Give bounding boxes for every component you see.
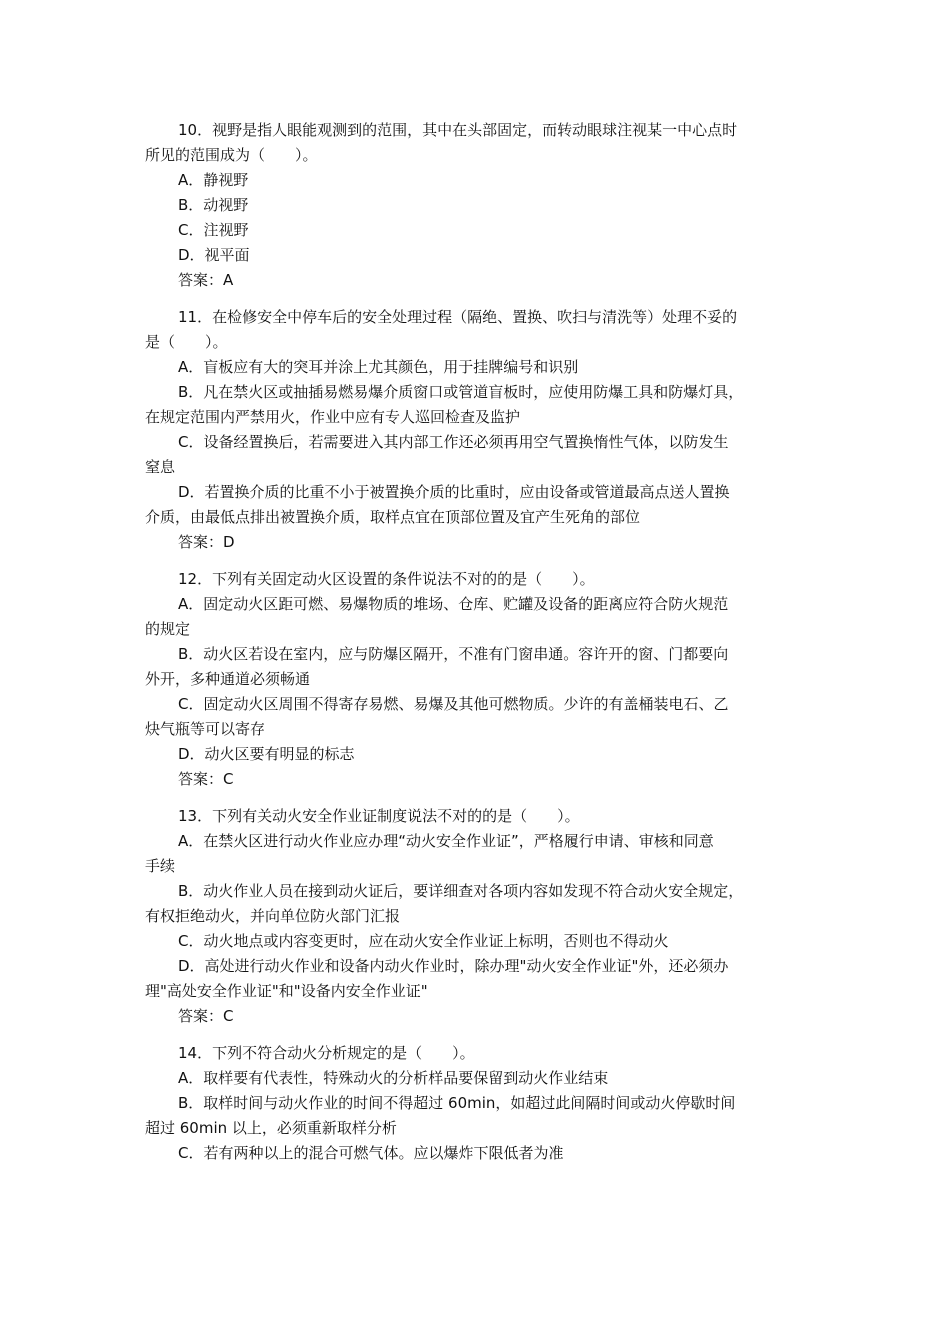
question-stem: 14．下列不符合动火分析规定的是（ ）。	[178, 1044, 475, 1062]
option-d: D．高处进行动火作业和设备内动火作业时，除办理"动火安全作业证"外，还必须办	[178, 957, 729, 975]
option-d: D．若置换介质的比重不小于被置换介质的比重时，应由设备或管道最高点送人置换	[178, 483, 730, 501]
option-c-cont: 炔气瓶等可以寄存	[145, 720, 266, 738]
option-c: C．固定动火区周围不得寄存易燃、易爆及其他可燃物质。少许的有盖桶装电石、乙	[178, 695, 729, 713]
option-b: B．动火区若设在室内，应与防爆区隔开，不准有门窗串通。容许开的窗、门都要向	[178, 645, 729, 663]
option-a: A．盲板应有大的突耳并涂上尤其颜色，用于挂牌编号和识别	[178, 358, 579, 376]
option-b: B．动视野	[178, 196, 249, 214]
option-b-cont: 外开，多种通道必须畅通	[145, 670, 311, 688]
question-stem: 11．在检修安全中停车后的安全处理过程（隔绝、置换、吹扫与清洗等）处理不妥的	[178, 308, 738, 326]
question-block	[145, 1041, 805, 1166]
question-stem: 12．下列有关固定动火区设置的条件说法不对的的是（ ）。	[178, 570, 595, 588]
option-a: A．固定动火区距可燃、易爆物质的堆场、仓库、贮罐及设备的距离应符合防火规范	[178, 595, 729, 613]
option-a-cont: 的规定	[145, 620, 191, 638]
option-b: B．取样时间与动火作业的时间不得超过 60min，如超过此间隔时间或动火停歇时间	[178, 1094, 736, 1112]
question-stem-cont: 所见的范围成为（ ）。	[145, 146, 318, 164]
option-a: A．在禁火区进行动火作业应办理“动火安全作业证”，严格履行申请、审核和同意	[178, 832, 714, 850]
option-c: C．动火地点或内容变更时，应在动火安全作业证上标明，否则也不得动火	[178, 932, 669, 950]
option-d: D．视平面	[178, 246, 250, 264]
option-c-cont: 窒息	[145, 458, 176, 476]
document-page	[145, 118, 805, 1166]
option-b-cont: 超过 60min 以上，必须重新取样分析	[145, 1119, 397, 1137]
question-stem: 10．视野是指人眼能观测到的范围，其中在头部固定，而转动眼球注视某一中心点时	[178, 121, 738, 139]
option-d-cont: 介质，由最低点排出被置换介质，取样点宜在顶部位置及宜产生死角的部位	[145, 508, 641, 526]
answer-line: 答案：C	[178, 770, 234, 788]
option-b-cont: 在规定范围内严禁用火，作业中应有专人巡回检查及监护	[145, 408, 521, 426]
option-b: B．动火作业人员在接到动火证后，要详细查对各项内容如发现不符合动火安全规定，	[178, 882, 744, 900]
option-a: A．静视野	[178, 171, 249, 189]
option-b-cont: 有权拒绝动火，并向单位防火部门汇报	[145, 907, 401, 925]
option-a-cont: 手续	[145, 857, 176, 875]
option-a: A．取样要有代表性，特殊动火的分析样品要保留到动火作业结束	[178, 1069, 609, 1087]
question-block	[145, 567, 805, 792]
question-stem: 13．下列有关动火安全作业证制度说法不对的的是（ ）。	[178, 807, 580, 825]
answer-line: 答案：C	[178, 1007, 234, 1025]
option-d: D．动火区要有明显的标志	[178, 745, 355, 763]
answer-line: 答案：D	[178, 533, 235, 551]
option-c: C．设备经置换后，若需要进入其内部工作还必须再用空气置换惰性气体，以防发生	[178, 433, 729, 451]
question-stem-cont: 是（ ）。	[145, 333, 228, 351]
option-d-cont: 理"高处安全作业证"和"设备内安全作业证"	[145, 982, 428, 1000]
option-c: C．注视野	[178, 221, 249, 239]
question-block	[145, 305, 805, 555]
option-c: C．若有两种以上的混合可燃气体。应以爆炸下限低者为准	[178, 1144, 564, 1162]
question-block	[145, 804, 805, 1029]
answer-line: 答案：A	[178, 271, 234, 289]
option-b: B．凡在禁火区或抽插易燃易爆介质窗口或管道盲板时，应使用防爆工具和防爆灯具，	[178, 383, 744, 401]
question-block	[145, 118, 805, 293]
